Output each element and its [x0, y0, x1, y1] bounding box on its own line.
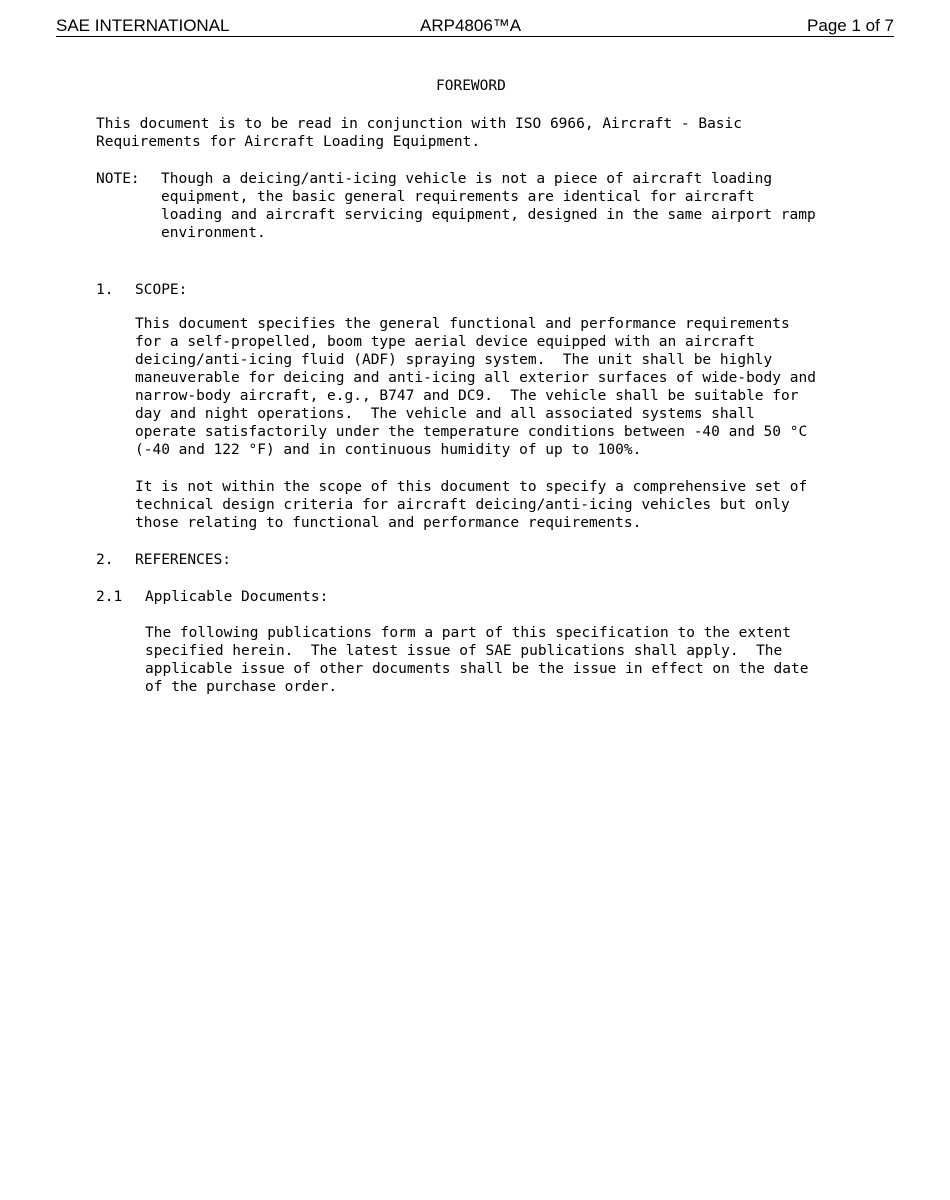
- scope-paragraph-1: This document specifies the general functional and performance requirements for a self-propelled, boom type aerial device equipped with an aircraft deicing/anti-icing fluid (ADF) spraying system. The unit shall be highly maneuverable for deicing and anti-icing all exterior surfaces of wide-body and narrow-body aircraft, e.g., B747 and DC9. The vehicle shall be suitable for day and night operations. The vehicle and all associated systems shall operate satisfactorily under the temperature conditions between -40 and 50 °C (-40 and 122 °F) and in continuous humidity of up to 100%.: [135, 316, 816, 458]
- header-page-number: Page 1 of 7: [807, 16, 894, 35]
- section-2-number: 2.: [96, 552, 114, 568]
- note-text: Though a deicing/anti-icing vehicle is not a piece of aircraft loading equipment, the basic general requirements are identical for aircraft loading and aircraft servicing equipment, designed in the same airport ramp environment.: [161, 171, 816, 241]
- header-organization: SAE INTERNATIONAL: [56, 16, 230, 35]
- section-2-1-number: 2.1: [96, 589, 123, 605]
- header-document-number: ARP4806™A: [420, 16, 522, 35]
- foreword-title: FOREWORD: [436, 78, 506, 94]
- applicable-documents-paragraph: The following publications form a part of this specification to the extent specified herein. The latest issue of SAE publications shall apply. The applicable issue of other documents shall be the issue in effect on the date of the purchase order.: [145, 625, 809, 695]
- note-label: NOTE:: [96, 171, 140, 187]
- page-header: [56, 16, 894, 37]
- section-1-title: SCOPE:: [135, 282, 188, 298]
- section-1-number: 1.: [96, 282, 114, 298]
- section-2-1-title: Applicable Documents:: [145, 589, 329, 605]
- scope-paragraph-2: It is not within the scope of this document to specify a comprehensive set of technical design criteria for aircraft deicing/anti-icing vehicles but only those relating to functional and performance requirements.: [135, 479, 808, 531]
- foreword-paragraph: This document is to be read in conjunction with ISO 6966, Aircraft - Basic Requirements for Aircraft Loading Equipment.: [96, 116, 743, 150]
- section-2-title: REFERENCES:: [135, 552, 232, 568]
